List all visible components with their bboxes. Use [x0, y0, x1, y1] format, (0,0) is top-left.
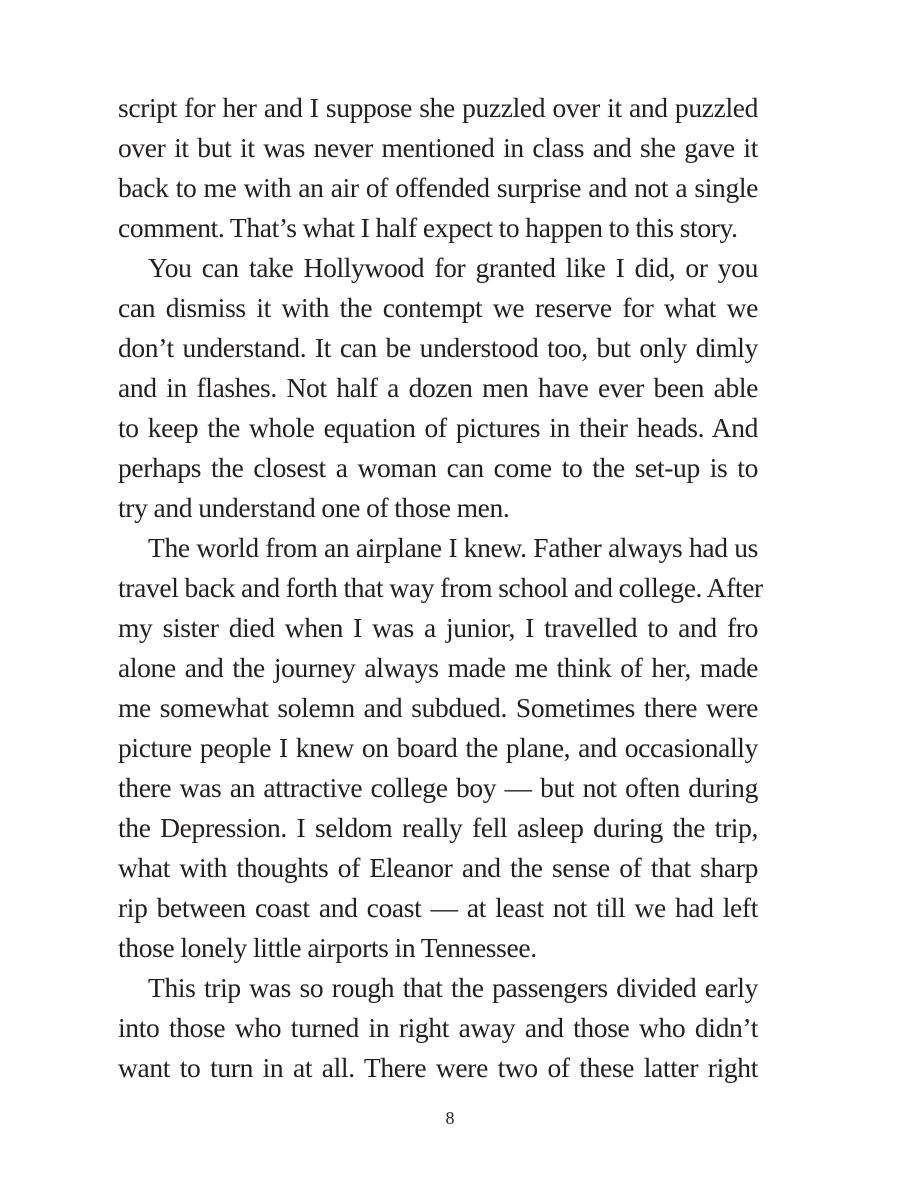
text-line: to keep the whole equation of pictures in their heads. And — [118, 412, 758, 443]
text-line: script for her and I suppose she puzzled over it and puzzled — [118, 92, 758, 123]
page-number: 8 — [445, 1108, 455, 1128]
paragraph — [118, 248, 758, 528]
text-line: perhaps the closest a woman can come to the set-up is to — [118, 452, 758, 483]
text-line: those lonely little airports in Tennessee. — [118, 932, 537, 963]
text-line: over it but it was never mentioned in class and she gave it — [118, 132, 758, 163]
body-text — [118, 88, 763, 1088]
text-line: travel back and forth that way from school and college. After — [118, 572, 763, 603]
text-line: me somewhat solemn and subdued. Sometimes there were — [118, 692, 758, 723]
text-line: This trip was so rough that the passengers divided early — [148, 972, 758, 1003]
text-line: alone and the journey always made me think of her, made — [118, 652, 758, 683]
text-line: rip between coast and coast — at least not till we had left — [118, 892, 758, 923]
text-line: there was an attractive college boy — but not often during — [118, 772, 758, 803]
text-line: my sister died when I was a junior, I travelled to and fro — [118, 612, 758, 643]
text-line: The world from an airplane I knew. Father always had us — [148, 532, 758, 563]
paragraph — [118, 968, 758, 1088]
paragraph — [118, 528, 763, 968]
text-line: don’t understand. It can be understood too, but only dimly — [118, 332, 758, 363]
text-line: the Depression. I seldom really fell asleep during the trip, — [118, 812, 758, 843]
text-line: want to turn in at all. There were two of these latter right — [118, 1052, 758, 1083]
text-line: try and understand one of those men. — [118, 492, 510, 523]
text-line: can dismiss it with the contempt we reserve for what we — [118, 292, 758, 323]
text-line: and in flashes. Not half a dozen men have ever been able — [118, 372, 758, 403]
text-line: comment. That’s what I half expect to happen to this story. — [118, 212, 738, 243]
text-line: into those who turned in right away and those who didn’t — [118, 1012, 758, 1043]
text-line: picture people I knew on board the plane, and occasionally — [118, 732, 758, 763]
paragraph — [118, 88, 758, 248]
text-line: what with thoughts of Eleanor and the sense of that sharp — [118, 852, 758, 883]
text-line: You can take Hollywood for granted like I did, or you — [148, 252, 758, 283]
text-line: back to me with an air of offended surprise and not a single — [118, 172, 758, 203]
